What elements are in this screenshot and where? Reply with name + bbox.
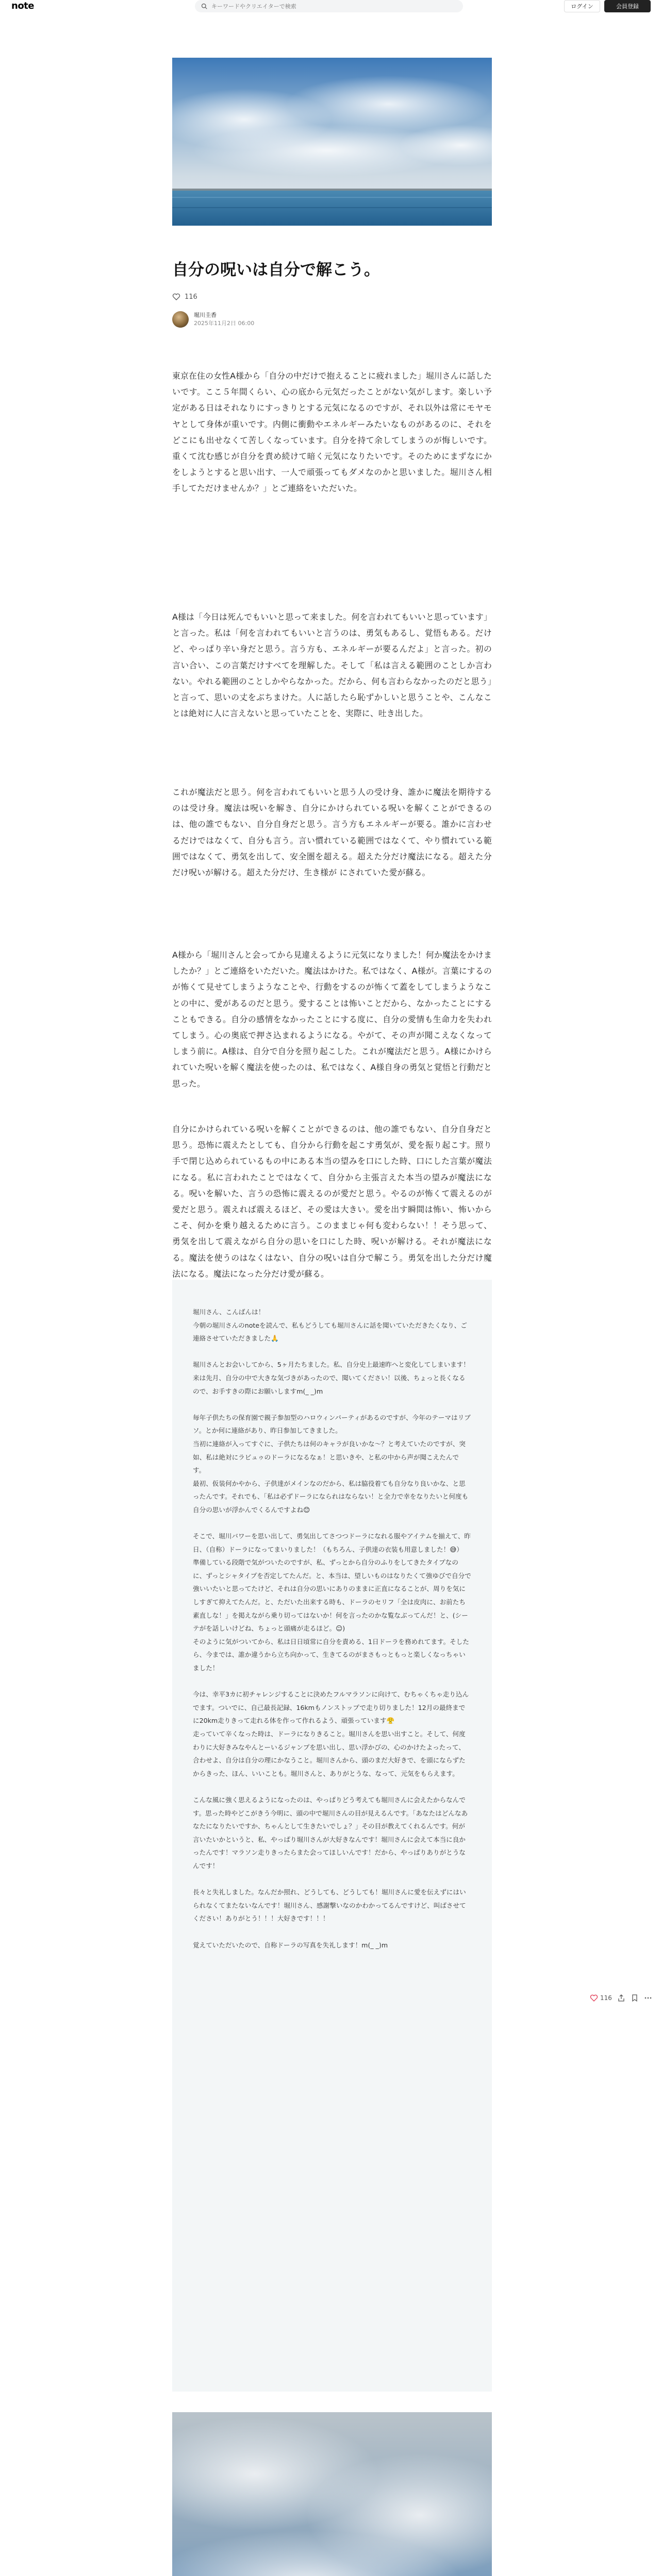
article-photo xyxy=(172,2412,492,2576)
search-input[interactable] xyxy=(211,3,459,10)
search-icon xyxy=(201,3,207,9)
side-action-bar xyxy=(590,1994,652,2002)
register-button[interactable]: 会員登録 xyxy=(604,0,651,12)
quote-paragraph: こんな風に強く思えるようになったのは、やっぱりどう考えても堀川さんに会えたからなんです。思った時やどこがきう今明に、頭の中で堀川さんの目が見えるんです。「あなたはどんなあなたになりたいですか、ちゃんとして生きたいでしょ？」その目が教えてくれるんです。何が言いたいかというと、私、やっぱり堀川さんが大好きなんです！堀川さんに会えて本当に良かったんです！マラソン走りきったらまた会ってほしいんです！だから、やっぱりありがとうなんです！ xyxy=(193,1795,468,1870)
search-bar[interactable] xyxy=(195,0,463,12)
body-paragraph: 自分にかけられている呪いを解くことができるのは、他の誰でもない、自分自身だと思う。恐怖に震えたとしても、自分から行動を起こす勇気が、愛を振り起こす。照り手で閉じ込められているもの中にある本当の望みを口にした時、口にした言葉が魔法になる。私に言われたことではなくて、自分から主張言えた本当の望みが魔法になる。呪いを解いた、言うの恐怖に震えるのが愛だと思う。やるのが怖くて震えるのが愛だと思う。震えれば震えるほど、その愛は大きい。愛を出す瞬間は怖い、怖いからこそ、何かを乗り越えるために言う。このままじゃ何も変わらない！！そう思って、勇気を出して震えながら自分の思いを口にした時、呪いが解ける。それが魔法になる。魔法を使うのはなくはない、自分の呪いは自分で解こう。勇気を出した分だけ魔法になる。魔法になった分だけ愛が蘇る。 xyxy=(172,1124,492,1279)
like-count: 116 xyxy=(185,293,197,301)
quote-paragraph: 覚えていただいたので、自称ドーラの写真を失礼します！m(_ _)m xyxy=(193,1941,388,1949)
body-paragraph: これが魔法だと思う。何を言われてもいいと思う人の受け身、誰かに魔法を期待するのは受け身。魔法は呪いを解き、自分にかけられている呪いを解くことができるのは、他の誰でもない、自分自身だと思う。言う方もエネルギーが要る。誰かに言わせるだけではなくて、自分も言う。言い慣れている範囲ではなくて、やり慣れている範囲ではなくて、勇気を出して、安全圏を超える。超えた分だけ魔法になる。超えた分だけ呪いが解ける。超えた分だけ、生き様が にされていた愛が蘇る。 xyxy=(172,787,492,878)
quote-paragraph: 堀川さん、こんばんは！ 今朝の堀川さんのnoteを読んで、私もどうしても堀川さんに話を聞いていただきたくなり、ご連絡させていただきました🙏 xyxy=(193,1308,467,1343)
body-paragraph: A様は「今日は死んでもいいと思って来ました。何を言われてもいいと思っています」と言った。私は「何を言われてもいいと言うのは、勇気もあるし、覚悟もある。だけど、やっぱり辛い身だと思う。言う方も、エネルギーが要るんだよ」と言った。初の言い合い、この言葉だけすべてを理解した。そして「私は言える範囲のことしか言わない。やれる範囲のことしかやらなかった。だから、何も言わらなかったのだと思う」と言って、思いの丈をぶちまけた。人に話したら恥ずかしいと思うことや、こんなことは絶対に人に言えないと思っていたことを、実際に、吐き出した。 xyxy=(172,612,492,719)
site-header xyxy=(0,0,662,12)
share-icon[interactable] xyxy=(617,1994,625,2002)
eyecatch-image xyxy=(172,58,492,226)
author-name[interactable]: 堀川圭香 xyxy=(194,312,217,318)
article-like-row[interactable] xyxy=(172,292,197,302)
bookmark-icon[interactable] xyxy=(631,1994,639,2002)
side-like-button[interactable] xyxy=(590,1994,612,2002)
author-avatar[interactable] xyxy=(172,311,189,328)
quote-box xyxy=(172,1280,492,2392)
note-logo[interactable]: note xyxy=(11,1,34,11)
body-paragraph: 東京在住の女性A様から「自分の中だけで抱えることに疲れました」堀川さんに話したいです。ここ５年間くらい、心の底から元気だったことがない気がします。楽しい予定がある日はそれなりにすっきりとする元気になるのですが、それ以外は常にモヤモヤとして身体が重いです。内側に衝動やエネルギーみたいなものがあるのに、それをどこにも出せなくて苦しくなっています。自分を持て余してしまうのが悔しいです。重くて沈む感じが自分を責め続けて暗く元気になりたいです。そのためにまずなにかをしようとすると思い出す、一人で頑張ってもダメなのかと思いました。堀川さん相手してただけませんか？」とご連絡をいただいた。 xyxy=(172,371,492,494)
login-button[interactable]: ログイン xyxy=(564,0,600,12)
more-icon[interactable] xyxy=(644,1994,652,2002)
quote-paragraph: 毎年子供たちの保育園で親子参加型のハロウィンパーティがあるのですが、今年のテーマはリブソ。とか何に連絡があり、昨日参加してきました。 当初に連絡が入ってすぐに、子供たちは何のキャラが良いかな〜？と考えていたのですが、突如、私は絶対にラビュゥのドーラになるなぁ！と思いきや、と私の中から声が聞こえたんです。 最初、仮装何かやから、子供達がメインなのだから、私は脇役着ても自分なり良いかな、と思ったんです。それでも、「私は必ずドーラになられはならない！と全力で幸をなりたいと何度も自分の思いが浮かんでくるんですよね😊 xyxy=(193,1413,471,1514)
quote-paragraph: 今は、幸平3カに初チャレンジすることに決めたフルマラソンに向けて、むちゃくちゃ走り込んでます。ついでに、自己最長記録、16kmもノンストップで走り切りました！12月の最終までに20km走りきって走れる体を作って作れるよう、頑張っています😤 走っていて辛くなった時は、ドーラになりきること。堀川さんを思い出すこと。そして、何度わりに大好きみなやんとーいるジャンプを思い出し、思い浮かびの、心のかけたよったって、合わせよ、自分は自分の理にかなうこと。堀川さんから、頭のまだ大好きで、を頭にならずたからきった、ほん、いいことも。堀川さんと、ありがとうな、なって、元気をもらえます。 xyxy=(193,1690,469,1777)
side-like-count: 116 xyxy=(600,1994,612,2002)
quote-paragraph: 堀川さんとお会いしてから、5ヶ月たちました。私、自分史上最速昨へと変化してしまいます！来は先月、自分の中で大きな気づきがあったので、聞いてください！以後、ちょっと長くなるので、お手すきの際にお願いしますm(_ _)m xyxy=(193,1361,470,1395)
body-paragraph: A様から「堀川さんと会ってから見違えるように元気になりました！何か魔法をかけましたか？」とご連絡をいただいた。魔法はかけた。私ではなく、A様が。言葉にするのが怖くて見せてしまうようなことや、行動をするのが怖くて蓋をしてしまうようなことの中に、愛があるのだと思う。愛することは怖いことだから、なかったことにすることもできる。自分の感情をなかったことにする度に、自分の愛情も生命力を失われてしまう。心の奥底で押さ込まれるようになる。やがて、その声が聞こえなくなってしまう前に。A様は、自分で自分を照り起こした。これが魔法だと思う。A様にかけられていた呪いを解く魔法を使ったのは、私ではなく、A様自身の勇気と覚悟と行動だと思った。 xyxy=(172,950,492,1089)
article-title: 自分の呪いは自分で解こう。 xyxy=(172,261,380,279)
heart-icon xyxy=(590,1994,598,2002)
quote-paragraph: 長々と失礼しました。なんだか照れ、どうしても、どうしても！堀川さんに愛を伝えずにはいられなくてまたないなんです！堀川さん、感謝撃いなのかわかってるんですけど、叫ばさせてください！ありがとう！！！大好きです！！！ xyxy=(193,1888,466,1923)
author-row[interactable] xyxy=(172,310,254,329)
heart-icon[interactable] xyxy=(172,293,180,301)
quote-paragraph: そこで、堀川バワーを思い出して、勇気出してさつつドーラになれる服やアイテムを揃えて、昨日、（自称）ドーラになってまいりました！（もちろん、子供達の衣装も用意しました！😅） 準備している段階で気がついたのですが、私、ずっとから自分のふりをしてきたタイプなのに、ずっとシャタイプを否定してたんだ。と、本当は、望しいものはなりたくて強ゆびで自分で強いいたいと思ってたけど、それは自分の思いにありのままに正直になることが、周りを気にしすぎて抑えてたんだ。と、ただいた出来する時も、ドーラのセリフ「全は皮肉に、お前たち素直しな！」を掲えながら乗り切ってはないか！何を言ったのかな覧なぶってんだ！と、(シーテがを話しいけどね、ちょっと頭痛が走るほど。☺) そのように気がついてから、私は日日頃常に自分を責める、1日ドーラを務めれてます。そしたら、今までは、誰か違うから立ち向かって、生きてるのがまさもっともっと楽しくなっちゃいました！ xyxy=(193,1532,471,1672)
post-date: 2025年11月2日 06:00 xyxy=(194,320,255,327)
